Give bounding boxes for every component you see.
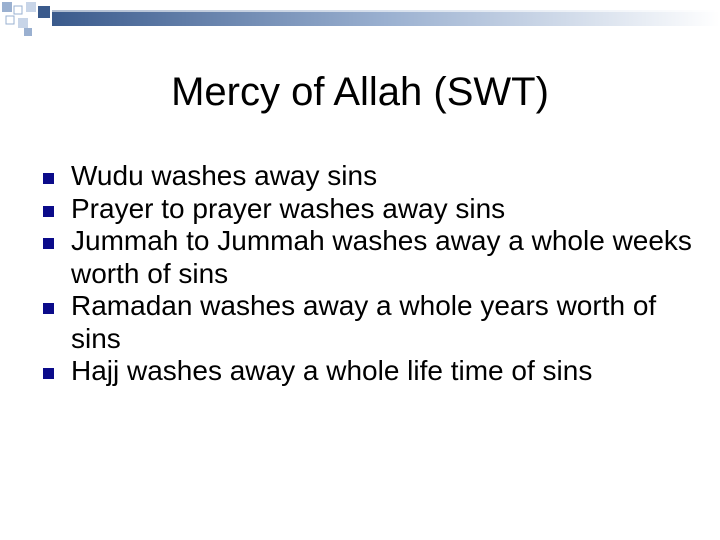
bullet-item (40, 160, 700, 193)
bullet-item (40, 193, 700, 226)
bullet-text: Jummah to Jummah washes away a whole weeks worth of sins (71, 225, 692, 289)
bullet-text: Ramadan washes away a whole years worth of sins (71, 290, 657, 354)
decorative-banner (0, 0, 720, 40)
square-bullet-icon (43, 173, 54, 184)
bullet-list (40, 160, 700, 388)
bullet-item (40, 290, 700, 355)
square-bullet-icon (43, 303, 54, 314)
square-bullet-icon (43, 238, 54, 249)
slide-title: Mercy of Allah (SWT) (171, 70, 549, 114)
square-bullet-icon (43, 206, 54, 217)
bullet-item (40, 355, 700, 388)
bullet-text: Hajj washes away a whole life time of sins (71, 355, 593, 386)
bullet-item (40, 225, 700, 290)
square-bullet-icon (43, 368, 54, 379)
bullet-text: Prayer to prayer washes away sins (71, 192, 506, 224)
bullet-text: Wudu washes away sins (71, 160, 378, 191)
